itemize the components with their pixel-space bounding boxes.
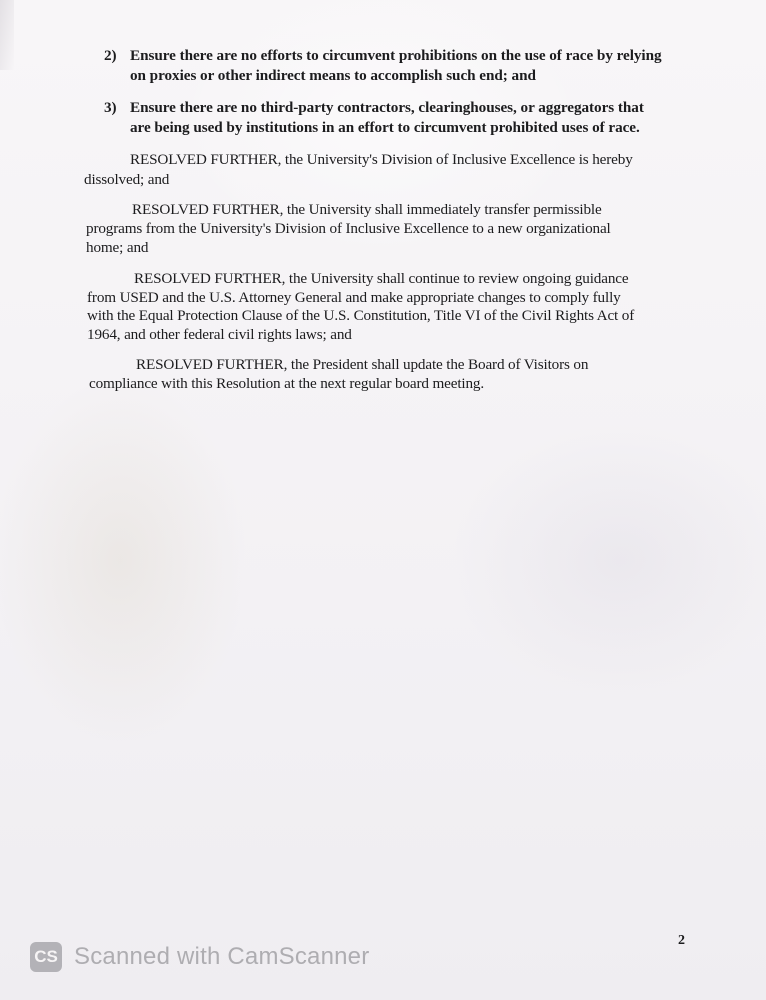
list-item-3-line-2 <box>130 119 640 137</box>
watermark-text: Scanned with CamScanner <box>74 943 370 970</box>
resolution-3-line-2: from USED and the U.S. Attorney General and make appropriate changes to comply fully <box>87 289 621 306</box>
camscanner-logo-icon: CS <box>30 942 62 972</box>
resolution-1-line-1: RESOLVED FURTHER, the University's Division of Inclusive Excellence is hereby <box>130 151 633 168</box>
list-item-text: on proxies or other indirect means to accomplish such end; and <box>130 67 536 84</box>
list-item-number: 2) <box>104 47 117 64</box>
list-item-text: are being used by institutions in an effort to circumvent prohibited uses of race. <box>130 119 640 136</box>
list-item-text: Ensure there are no third-party contractors, clearinghouses, or aggregators that <box>130 99 644 116</box>
resolution-2-line-1: RESOLVED FURTHER, the University shall immediately transfer permissible <box>132 201 602 218</box>
resolution-2-line-3: home; and <box>86 239 149 256</box>
resolution-1-line-2: dissolved; and <box>84 171 170 188</box>
resolution-3-line-3: with the Equal Protection Clause of the U.S. Constitution, Title VI of the Civil Rights Act of <box>87 307 635 324</box>
page-number: 2 <box>678 933 685 948</box>
camscanner-watermark <box>30 940 369 974</box>
resolution-3-line-4: 1964, and other federal civil rights laws; and <box>87 326 352 343</box>
list-item-2-line-1 <box>104 47 662 65</box>
resolution-3-line-1: RESOLVED FURTHER, the University shall continue to review ongoing guidance <box>134 270 629 287</box>
list-item-2-line-2 <box>130 67 536 85</box>
list-item-text: Ensure there are no efforts to circumvent prohibitions on the use of race by relying <box>130 47 662 64</box>
resolution-4-line-2: compliance with this Resolution at the next regular board meeting. <box>89 375 484 392</box>
resolution-4-line-1: RESOLVED FURTHER, the President shall update the Board of Visitors on <box>136 356 589 373</box>
page-corner-shadow <box>0 0 14 70</box>
resolution-2-line-2: programs from the University's Division of Inclusive Excellence to a new organizational <box>86 220 611 237</box>
list-item-number: 3) <box>104 99 117 116</box>
list-item-3-line-1 <box>104 99 644 117</box>
